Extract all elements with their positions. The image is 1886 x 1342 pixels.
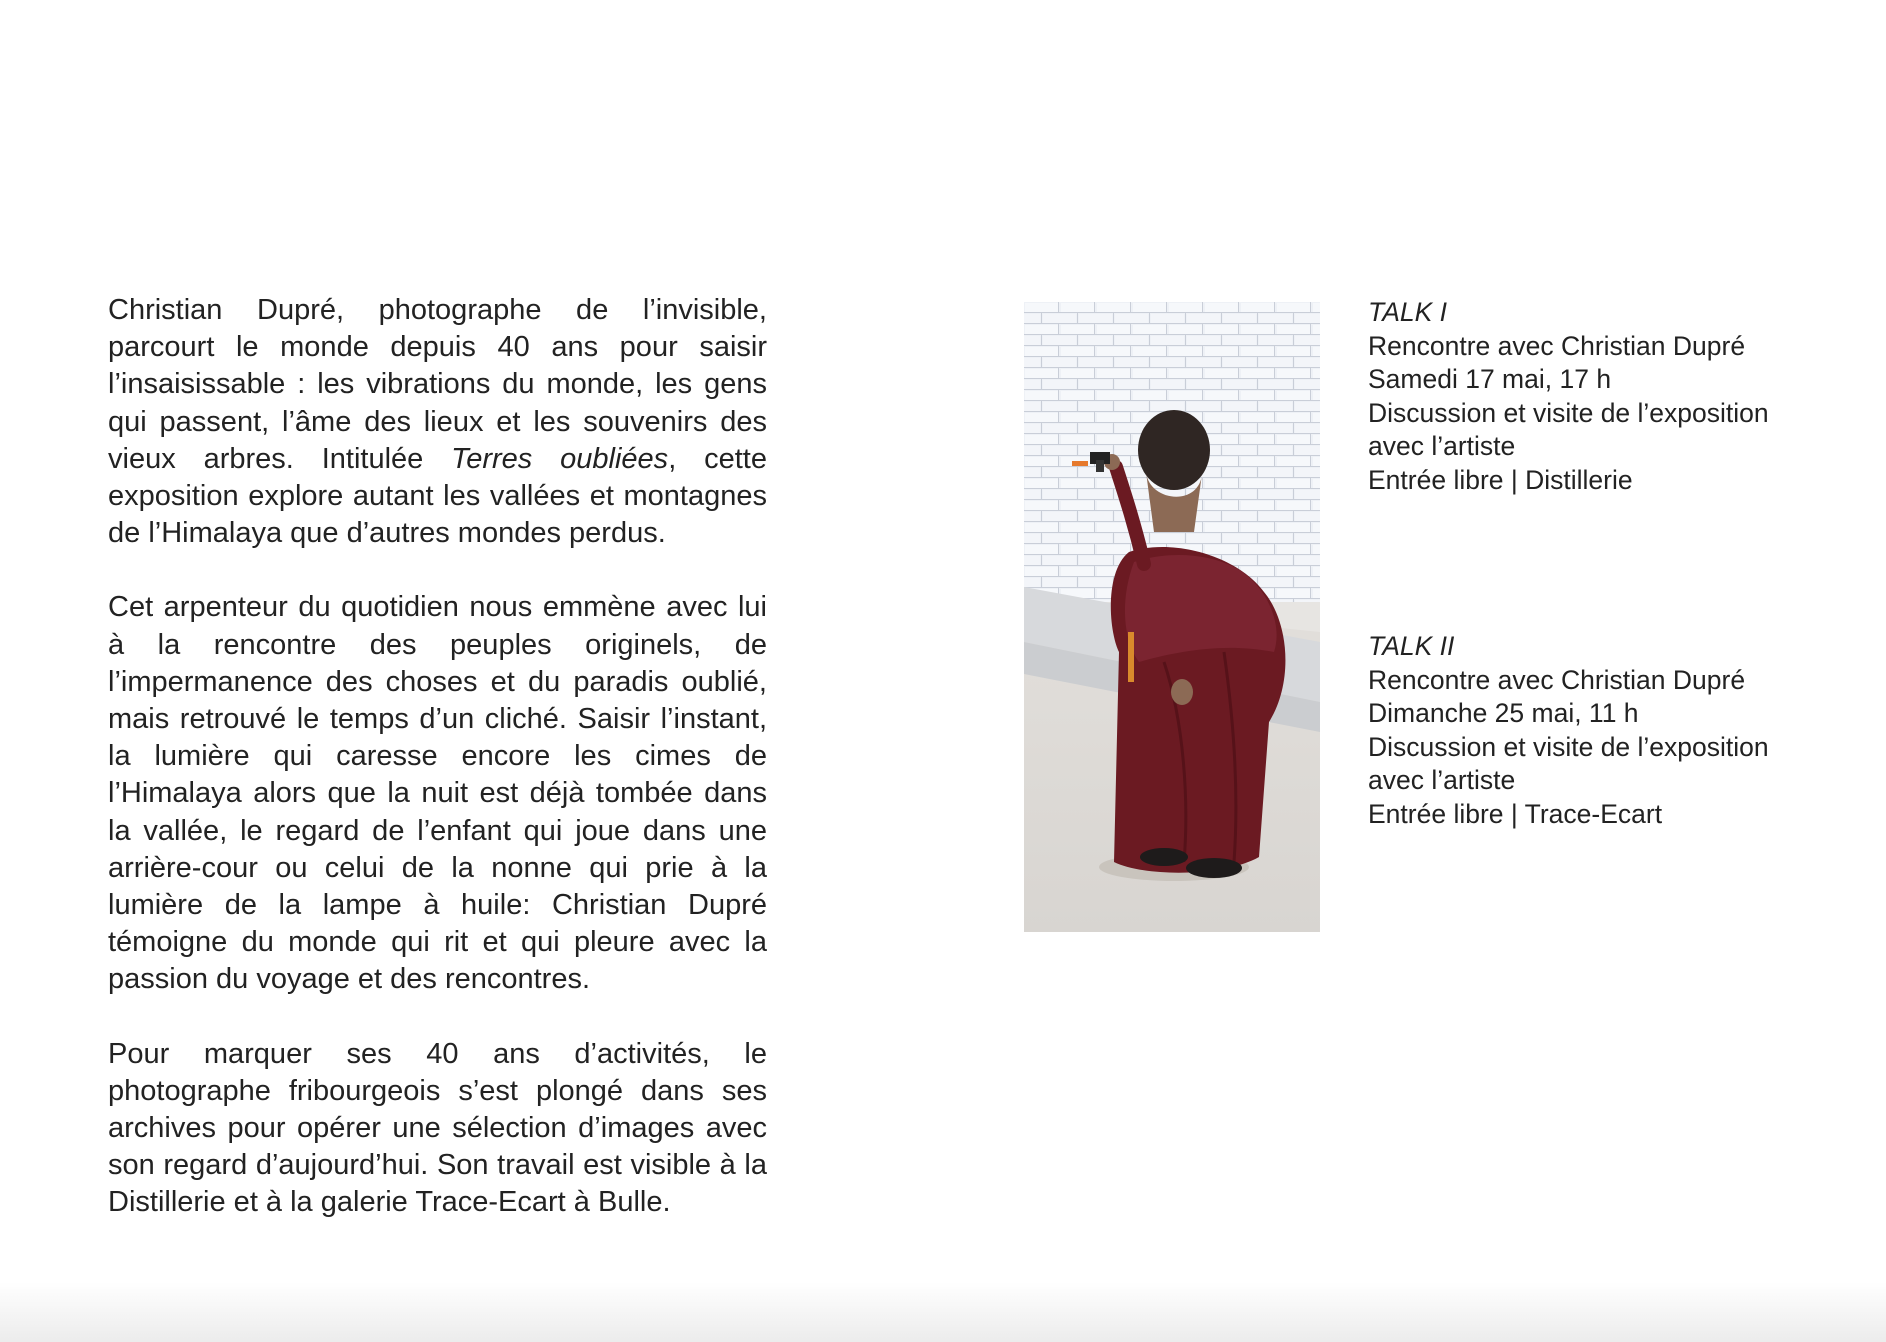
talk-venue: Entrée libre | Distillerie — [1368, 464, 1633, 495]
talk-2 — [1368, 630, 1808, 831]
monk-child-photo — [1024, 302, 1320, 932]
photo-illustration — [1024, 302, 1320, 932]
intro-paragraph-2: Cet arpenteur du quotidien nous emmène avec lui à la rencontre des peuples originels, de l’impermanence des choses et du paradis oublié, mais retrouvé le temps d’un cliché. Saisir l’instant, la lumière qui caresse encore les cimes de l’Himalaya alors que la nuit est déjà tombée dans la vallée, le regard de l’enfant qui joue dans une arrière-cour ou celui de la nonne qui prie à la lumière de la lampe à huile: Christian Dupré témoigne du monde qui rit et qui pleure avec la passion du voyage et des rencontres. — [108, 591, 767, 996]
talk-1 — [1368, 296, 1808, 497]
talk-description: Discussion et visite de l’exposition — [1368, 731, 1769, 762]
talk-venue: Entrée libre | Trace-Ecart — [1368, 798, 1663, 829]
talk-date: Samedi 17 mai, 17 h — [1368, 364, 1612, 394]
talk-title: TALK II — [1368, 631, 1455, 661]
talk-subtitle: Rencontre avec Christian Dupré — [1368, 330, 1746, 361]
talk-subtitle: Rencontre avec Christian Dupré — [1368, 664, 1746, 695]
intro-text — [108, 292, 767, 1222]
talk-description: Discussion et visite de l’exposition — [1368, 397, 1769, 428]
talk-description: avec l’artiste — [1368, 765, 1516, 795]
intro-paragraph-1: Christian Dupré, photographe de l’invisible, parcourt le monde depuis 40 ans pour saisir l’insaisissable : les vibrations du monde, les gens qui passent, l’âme des lieux et les souvenirs des vieux arbres. Intitulée Terres oubliées, cette exposition explore autant les vallées et montagnes de l’Himalaya que d’autres mondes perdus. — [108, 294, 767, 550]
page-bottom-shadow — [0, 1282, 1886, 1342]
intro-paragraph-3: Pour marquer ses 40 ans d’activités, le photographe fribourgeois s’est plongé dans ses archives pour opérer une sélection d’images avec son regard d’aujourd’hui. Son travail est visible à la Distillerie et à la galerie Trace-Ecart à Bulle. — [108, 1037, 767, 1219]
talk-date: Dimanche 25 mai, 11 h — [1368, 698, 1639, 728]
talk-title: TALK I — [1368, 297, 1448, 327]
talk-description: avec l’artiste — [1368, 431, 1516, 461]
exhibition-title: Terres oubliées — [451, 442, 669, 475]
